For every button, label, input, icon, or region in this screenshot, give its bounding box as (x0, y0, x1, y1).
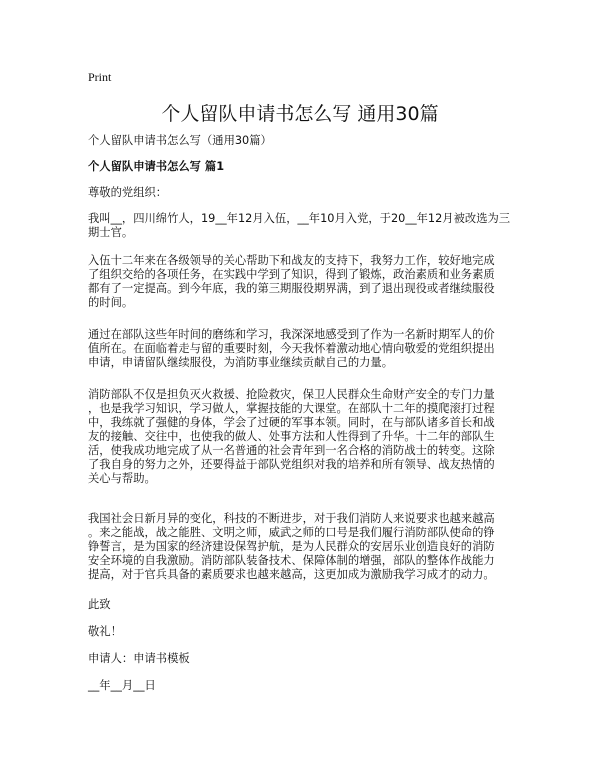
paragraph-line: 提高，对于官兵具备的素质要求也越来越高，这更加成为激励我学习成才的动力。 (88, 568, 495, 581)
paragraph-line: 铮誓言，是为国家的经济建设保驾护航，是为人民群众的安居乐业创造良好的消防 (88, 540, 495, 553)
applicant: 申请人：申请书模板 (88, 652, 190, 665)
paragraph-line: 的时间。 (88, 296, 134, 309)
paragraph-line: 。来之能战，战之能胜、文明之师，威武之师的口号是我们履行消防部队使命的铮 (88, 526, 495, 539)
paragraph-line: 值所在。在面临着走与留的重要时刻，今天我怀着激动地心情向敬爱的党组织提出 (88, 342, 495, 355)
paragraph-line: 期士官。 (88, 226, 134, 239)
paragraph-line: 关心与帮助。 (88, 472, 156, 485)
closing-line: 此致 (88, 598, 111, 611)
document (0, 70, 600, 693)
date: __年__月__日 (88, 679, 156, 692)
paragraph-line: 我国社会日新月异的变化，科技的不断进步，对于我们消防人来说要求也越来越高 (88, 512, 495, 525)
closing-salute: 敬礼！ (88, 625, 122, 638)
paragraph (88, 212, 533, 240)
paragraph (88, 254, 533, 310)
paragraph (88, 388, 533, 486)
paragraph-line: 活，使我成功地完成了从一名普通的社会青年到一名合格的消防战士的转变。这除 (88, 444, 495, 457)
paragraph-line: 我叫__，四川绵竹人，19__年12月入伍，__年10月入党，于20__年12月被改选为三 (88, 212, 511, 225)
paragraph-line: 都有了一定提高。到今年底，我的第三期服役期界满，到了退出现役或者继续服役 (88, 282, 495, 295)
paragraph-line: 消防部队不仅是担负灭火救援、抢险救灾，保卫人民群众生命财产安全的专门力量 (88, 388, 495, 401)
paragraph-line: 了组织交给的各项任务，在实践中学到了知识，得到了锻炼，政治素质和业务素质 (88, 268, 495, 281)
paragraph-line: ，也是我学习知识，学习做人，掌握技能的大课堂。在部队十二年的摸爬滚打过程 (88, 402, 495, 415)
subtitle: 个人留队申请书怎么写（通用30篇） (88, 134, 272, 147)
greeting: 尊敬的党组织： (88, 186, 168, 199)
paragraph-line: 友的接触、交往中，也使我的做人、处事方法和人性得到了升华。十二年的部队生 (88, 430, 495, 443)
paragraph (88, 512, 533, 582)
section-heading: 个人留队申请书怎么写 篇1 (88, 160, 225, 173)
paragraph-line: 安全环境的自我激励。消防部队装备技术、保障体制的增强，部队的整体作战能力 (88, 554, 495, 567)
paragraph-line: 了我自身的努力之外，还要得益于部队党组织对我的培养和所有领导、战友热情的 (88, 458, 495, 471)
page-title: 个人留队申请书怎么写 通用30篇 (161, 103, 439, 125)
paragraph-line: 中，我练就了强健的身体，学会了过硬的军事本领。同时，在与部队诸多首长和战 (88, 416, 495, 429)
paragraph (88, 328, 533, 370)
paragraph-line: 通过在部队这些年时间的磨练和学习，我深深地感受到了作为一名新时期军人的价 (88, 328, 495, 341)
paragraph-line: 申请，申请留队继续服役，为消防事业继续贡献自己的力量。 (88, 356, 394, 369)
paragraph-line: 入伍十二年来在各级领导的关心帮助下和战友的支持下，我努力工作，较好地完成 (88, 254, 495, 267)
print-link[interactable]: Print (88, 70, 112, 84)
